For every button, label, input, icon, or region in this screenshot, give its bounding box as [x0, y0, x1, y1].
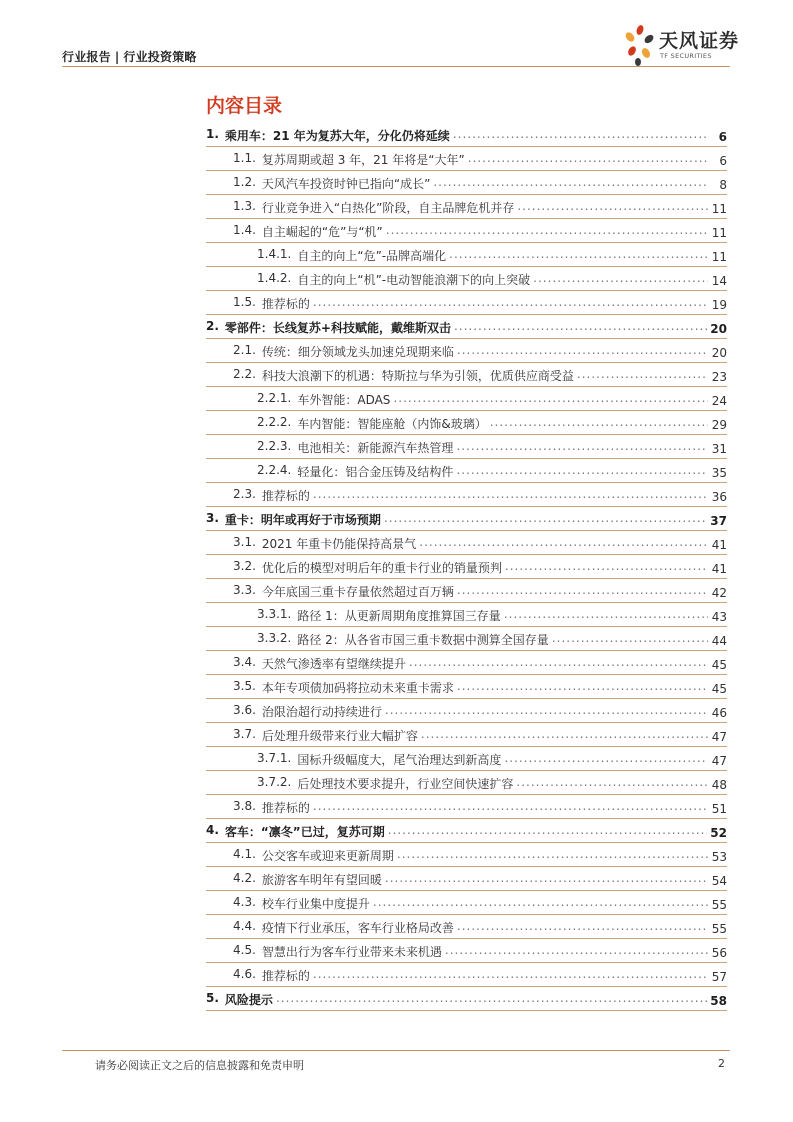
toc-entry-number: 2.2.: [233, 367, 256, 381]
toc-entry-page: 35: [711, 466, 727, 480]
toc-entry-number: 3.5.: [233, 679, 256, 693]
toc-entry-page: 54: [711, 874, 727, 888]
toc-entry-number: 3.3.1.: [257, 607, 292, 621]
toc-entry-page: 6: [718, 130, 727, 144]
toc-entry-page: 52: [710, 826, 727, 840]
toc-entry-page: 31: [711, 442, 727, 456]
header-separator: |: [114, 50, 120, 64]
toc-entry-label: [257, 607, 711, 624]
toc-leader-dots: [373, 895, 708, 912]
table-of-contents: [206, 123, 727, 1011]
toc-entry-label: [233, 487, 711, 504]
logo-name: 天风证券: [659, 30, 740, 52]
toc-entry-label: [257, 631, 711, 648]
toc-entry-label: [257, 271, 711, 288]
toc-entry-number: 3.3.2.: [257, 631, 292, 645]
toc-entry-number: 5.: [206, 991, 219, 1005]
toc-entry[interactable]: [206, 195, 727, 219]
toc-leader-dots: [505, 559, 708, 576]
toc-entry[interactable]: [206, 963, 727, 987]
toc-entry-label: [233, 703, 711, 720]
toc-entry[interactable]: [206, 267, 727, 291]
toc-entry[interactable]: [206, 795, 727, 819]
toc-entry-page: 14: [711, 274, 727, 288]
toc-entry-page: 8: [719, 178, 727, 192]
toc-entry[interactable]: [206, 123, 727, 147]
toc-entry-page: 42: [711, 586, 727, 600]
toc-entry-page: 36: [711, 490, 727, 504]
toc-entry-label: [233, 727, 711, 744]
toc-leader-dots: [433, 175, 708, 192]
toc-entry-page: 44: [711, 634, 727, 648]
toc-entry-page: 29: [711, 418, 727, 432]
toc-entry-text: 疫情下行业承压，客车行业格局改善: [261, 921, 454, 935]
toc-entry-page: 23: [711, 370, 727, 384]
toc-entry-text: 今年底国三重卡存量依然超过百万辆: [261, 585, 454, 599]
toc-entry[interactable]: [206, 675, 727, 699]
toc-entry-label: [233, 175, 711, 192]
toc-entry-label: [233, 343, 711, 360]
toc-entry-page: 45: [711, 682, 727, 696]
toc-entry-label: [206, 127, 711, 144]
toc-entry-page: 24: [711, 394, 727, 408]
toc-entry-text: 复苏周期或超 3 年，21 年将是“大年”: [261, 153, 465, 167]
toc-entry-page: 11: [711, 202, 727, 216]
toc-entry-page: 56: [711, 946, 727, 960]
toc-entry-label: [206, 319, 710, 336]
toc-entry-text: 2021 年重卡仍能保持高景气: [261, 537, 417, 551]
toc-entry-text: 重卡：明年或再好于市场预期: [224, 513, 381, 527]
toc-entry-text: 后处理技术要求提升，行业空间快速扩容: [297, 777, 514, 791]
toc-entry-number: 3.8.: [233, 799, 256, 813]
company-logo: [622, 24, 740, 68]
toc-entry-number: 3.4.: [233, 655, 256, 669]
toc-entry-label: [233, 151, 711, 168]
toc-entry-text: 行业竞争进入“白热化”阶段，自主品牌危机并存: [261, 201, 515, 215]
toc-leader-dots: [456, 463, 708, 480]
toc-entry[interactable]: [206, 843, 727, 867]
toc-entry-page: 43: [711, 610, 727, 624]
toc-entry[interactable]: [206, 915, 727, 939]
toc-entry-text: 风险提示: [224, 993, 273, 1007]
toc-entry[interactable]: [206, 243, 727, 267]
toc-entry-number: 2.2.3.: [257, 439, 292, 453]
toc-entry-text: 治限治超行动持续进行: [261, 705, 382, 719]
toc-entry-label: [233, 943, 711, 960]
toc-entry-number: 3.3.: [233, 583, 256, 597]
toc-leader-dots: [385, 703, 708, 720]
toc-entry-label: [206, 511, 710, 528]
toc-entry-label: [233, 895, 711, 912]
toc-entry-label: [206, 823, 710, 840]
toc-entry[interactable]: [206, 363, 727, 387]
toc-entry[interactable]: [206, 651, 727, 675]
toc-entry[interactable]: [206, 219, 727, 243]
toc-entry-text: 智慧出行为客车行业带来未来机遇: [261, 945, 442, 959]
toc-entry[interactable]: [206, 483, 727, 507]
toc-entry-number: 1.5.: [233, 295, 256, 309]
toc-leader-dots: [457, 343, 708, 360]
toc-entry-label: [233, 367, 711, 384]
toc-title: 内容目录: [206, 95, 283, 117]
toc-entry-number: 4.5.: [233, 943, 256, 957]
toc-entry-number: 2.2.4.: [257, 463, 292, 477]
header-divider: [62, 66, 730, 67]
toc-leader-dots: [397, 847, 708, 864]
toc-entry-text: 轻量化：铝合金压铸及结构件: [297, 465, 454, 479]
toc-entry-page: 46: [711, 706, 727, 720]
toc-entry-number: 1.4.2.: [257, 271, 292, 285]
toc-entry-text: 推荐标的: [261, 801, 310, 815]
toc-entry[interactable]: [206, 531, 727, 555]
toc-leader-dots: [457, 583, 708, 600]
toc-entry-text: 优化后的模型对明后年的重卡行业的销量预判: [261, 561, 502, 575]
toc-leader-dots: [517, 199, 708, 216]
toc-entry-text: 推荐标的: [261, 969, 310, 983]
toc-entry[interactable]: [206, 147, 727, 171]
toc-entry-page: 45: [711, 658, 727, 672]
toc-entry-label: [257, 439, 711, 456]
toc-leader-dots: [276, 991, 707, 1008]
toc-entry-page: 37: [710, 514, 727, 528]
toc-entry-label: [233, 799, 711, 816]
toc-entry-number: 1.4.: [233, 223, 256, 237]
toc-entry-number: 1.4.1.: [257, 247, 292, 261]
toc-entry-text: 旅游客车明年有望回暖: [261, 873, 382, 887]
toc-leader-dots: [419, 535, 708, 552]
toc-entry-text: 天然气渗透率有望继续提升: [261, 657, 406, 671]
toc-entry[interactable]: [206, 771, 727, 795]
toc-entry-page: 57: [711, 970, 727, 984]
toc-entry-number: 4.1.: [233, 847, 256, 861]
toc-entry[interactable]: [206, 339, 727, 363]
toc-entry-label: [257, 751, 711, 768]
toc-entry-text: 客车：“凛冬”已过，复苏可期: [224, 825, 385, 839]
toc-entry-text: 乘用车：21 年为复苏大年，分化仍将延续: [224, 129, 450, 143]
toc-entry[interactable]: [206, 387, 727, 411]
toc-entry-text: 本年专项债加码将拉动未来重卡需求: [261, 681, 454, 695]
toc-leader-dots: [385, 871, 708, 888]
toc-entry-text: 车外智能：ADAS: [297, 393, 391, 407]
toc-entry-number: 1.2.: [233, 175, 256, 189]
toc-leader-dots: [504, 607, 708, 624]
toc-leader-dots: [577, 367, 708, 384]
toc-entry-number: 3.7.1.: [257, 751, 292, 765]
toc-entry-text: 科技大浪潮下的机遇：特斯拉与华为引领，优质供应商受益: [261, 369, 574, 383]
logo-flower-icon: [622, 24, 658, 66]
toc-leader-dots: [313, 967, 708, 984]
toc-entry-text: 自主的向上“危”-品牌高端化: [297, 249, 447, 263]
toc-entry-text: 自主的向上“机”-电动智能浪潮下的向上突破: [297, 273, 531, 287]
toc-entry-page: 58: [710, 994, 727, 1008]
toc-entry[interactable]: [206, 699, 727, 723]
toc-entry-page: 19: [711, 298, 727, 312]
footer-disclaimer: 请务必阅读正文之后的信息披露和免责申明: [95, 1059, 304, 1072]
toc-leader-dots: [313, 487, 708, 504]
report-header-title: [62, 48, 197, 65]
toc-leader-dots: [468, 151, 708, 168]
toc-entry[interactable]: [206, 603, 727, 627]
toc-entry-page: 11: [711, 226, 727, 240]
toc-entry-label: [233, 223, 711, 240]
toc-entry-number: 4.6.: [233, 967, 256, 981]
toc-entry-number: 1.3.: [233, 199, 256, 213]
toc-entry[interactable]: [206, 723, 727, 747]
toc-entry-label: [233, 559, 711, 576]
toc-leader-dots: [454, 319, 707, 336]
toc-entry[interactable]: [206, 555, 727, 579]
toc-entry-page: 11: [711, 250, 727, 264]
toc-entry-number: 2.3.: [233, 487, 256, 501]
toc-entry-label: [233, 679, 711, 696]
toc-entry-number: 3.6.: [233, 703, 256, 717]
toc-entry-text: 路径 1：从更新周期角度推算国三存量: [297, 609, 501, 623]
toc-entry[interactable]: [206, 171, 727, 195]
toc-entry-page: 20: [710, 322, 727, 336]
toc-entry-text: 路径 2：从各省市国三重卡数据中测算全国存量: [297, 633, 549, 647]
toc-entry-label: [257, 391, 711, 408]
toc-leader-dots: [449, 247, 708, 264]
toc-entry[interactable]: [206, 987, 727, 1011]
toc-entry-label: [257, 415, 711, 432]
toc-entry-page: 20: [711, 346, 727, 360]
toc-leader-dots: [386, 223, 708, 240]
toc-leader-dots: [409, 655, 708, 672]
toc-entry-page: 48: [711, 778, 727, 792]
toc-leader-dots: [421, 727, 708, 744]
toc-entry-number: 2.2.2.: [257, 415, 292, 429]
toc-entry-number: 3.1.: [233, 535, 256, 549]
toc-entry-number: 4.: [206, 823, 219, 837]
toc-leader-dots: [313, 799, 708, 816]
toc-entry[interactable]: [206, 867, 727, 891]
page-number: 2: [718, 1057, 725, 1070]
report-type: 行业报告: [62, 50, 111, 64]
toc-entry-label: [233, 871, 711, 888]
toc-leader-dots: [313, 295, 708, 312]
toc-entry-page: 47: [711, 754, 727, 768]
toc-entry-text: 天风汽车投资时钟已指向“成长”: [261, 177, 431, 191]
toc-leader-dots: [384, 511, 707, 528]
toc-entry-text: 电池相关：新能源汽车热管理: [297, 441, 454, 455]
toc-leader-dots: [490, 415, 708, 432]
toc-entry-page: 55: [711, 898, 727, 912]
toc-entry-label: [233, 655, 711, 672]
toc-entry-number: 3.2.: [233, 559, 256, 573]
toc-entry[interactable]: [206, 627, 727, 651]
toc-entry-number: 3.: [206, 511, 219, 525]
toc-entry-label: [233, 967, 711, 984]
toc-entry-number: 4.3.: [233, 895, 256, 909]
toc-entry-label: [257, 463, 711, 480]
toc-entry-number: 2.: [206, 319, 219, 333]
toc-entry-label: [233, 583, 711, 600]
report-category: 行业投资策略: [123, 50, 197, 64]
toc-entry-text: 推荐标的: [261, 297, 310, 311]
toc-entry-page: 47: [711, 730, 727, 744]
toc-entry-page: 41: [711, 562, 727, 576]
logo-subtitle: TF SECURITIES: [660, 52, 712, 60]
toc-entry-text: 车内智能：智能座舱（内饰&玻璃）: [297, 417, 487, 431]
toc-entry-text: 自主崛起的“危”与“机”: [261, 225, 383, 239]
toc-entry-page: 6: [719, 154, 727, 168]
toc-entry-number: 1.: [206, 127, 219, 141]
toc-entry-number: 3.7.: [233, 727, 256, 741]
toc-entry-text: 推荐标的: [261, 489, 310, 503]
toc-entry[interactable]: [206, 459, 727, 483]
toc-entry-text: 零部件：长线复苏+科技赋能，戴维斯双击: [224, 321, 451, 335]
toc-leader-dots: [388, 823, 708, 840]
toc-entry[interactable]: [206, 579, 727, 603]
toc-entry-label: [233, 199, 711, 216]
toc-entry-label: [257, 775, 711, 792]
toc-entry-label: [257, 247, 711, 264]
toc-leader-dots: [445, 943, 708, 960]
toc-entry-number: 4.4.: [233, 919, 256, 933]
toc-entry-number: 4.2.: [233, 871, 256, 885]
footer-divider: [62, 1050, 730, 1051]
toc-leader-dots: [504, 751, 708, 768]
toc-leader-dots: [552, 631, 708, 648]
toc-leader-dots: [453, 127, 708, 144]
toc-leader-dots: [456, 439, 708, 456]
toc-entry-number: 1.1.: [233, 151, 256, 165]
toc-entry[interactable]: [206, 315, 727, 339]
toc-entry-page: 41: [711, 538, 727, 552]
toc-entry-text: 后处理升级带来行业大幅扩容: [261, 729, 418, 743]
toc-entry-text: 国标升级幅度大，尾气治理达到新高度: [297, 753, 502, 767]
toc-entry-number: 3.7.2.: [257, 775, 292, 789]
toc-leader-dots: [516, 775, 708, 792]
toc-entry-label: [233, 535, 711, 552]
toc-entry-text: 传统：细分领域龙头加速兑现期来临: [261, 345, 454, 359]
toc-entry-page: 51: [711, 802, 727, 816]
toc-leader-dots: [457, 679, 708, 696]
toc-entry[interactable]: [206, 435, 727, 459]
toc-entry-number: 2.1.: [233, 343, 256, 357]
toc-entry-page: 53: [711, 850, 727, 864]
toc-entry-number: 2.2.1.: [257, 391, 292, 405]
toc-entry-label: [233, 919, 711, 936]
toc-entry[interactable]: [206, 891, 727, 915]
toc-entry-text: 公交客车或迎来更新周期: [261, 849, 394, 863]
toc-entry[interactable]: [206, 507, 727, 531]
toc-entry[interactable]: [206, 939, 727, 963]
toc-entry[interactable]: [206, 291, 727, 315]
toc-entry-label: [206, 991, 710, 1008]
toc-leader-dots: [533, 271, 708, 288]
toc-entry[interactable]: [206, 411, 727, 435]
toc-entry-text: 校车行业集中度提升: [261, 897, 370, 911]
toc-leader-dots: [457, 919, 708, 936]
toc-entry[interactable]: [206, 747, 727, 771]
toc-entry-label: [233, 295, 711, 312]
toc-entry-label: [233, 847, 711, 864]
toc-entry[interactable]: [206, 819, 727, 843]
toc-entry-page: 55: [711, 922, 727, 936]
toc-leader-dots: [393, 391, 708, 408]
